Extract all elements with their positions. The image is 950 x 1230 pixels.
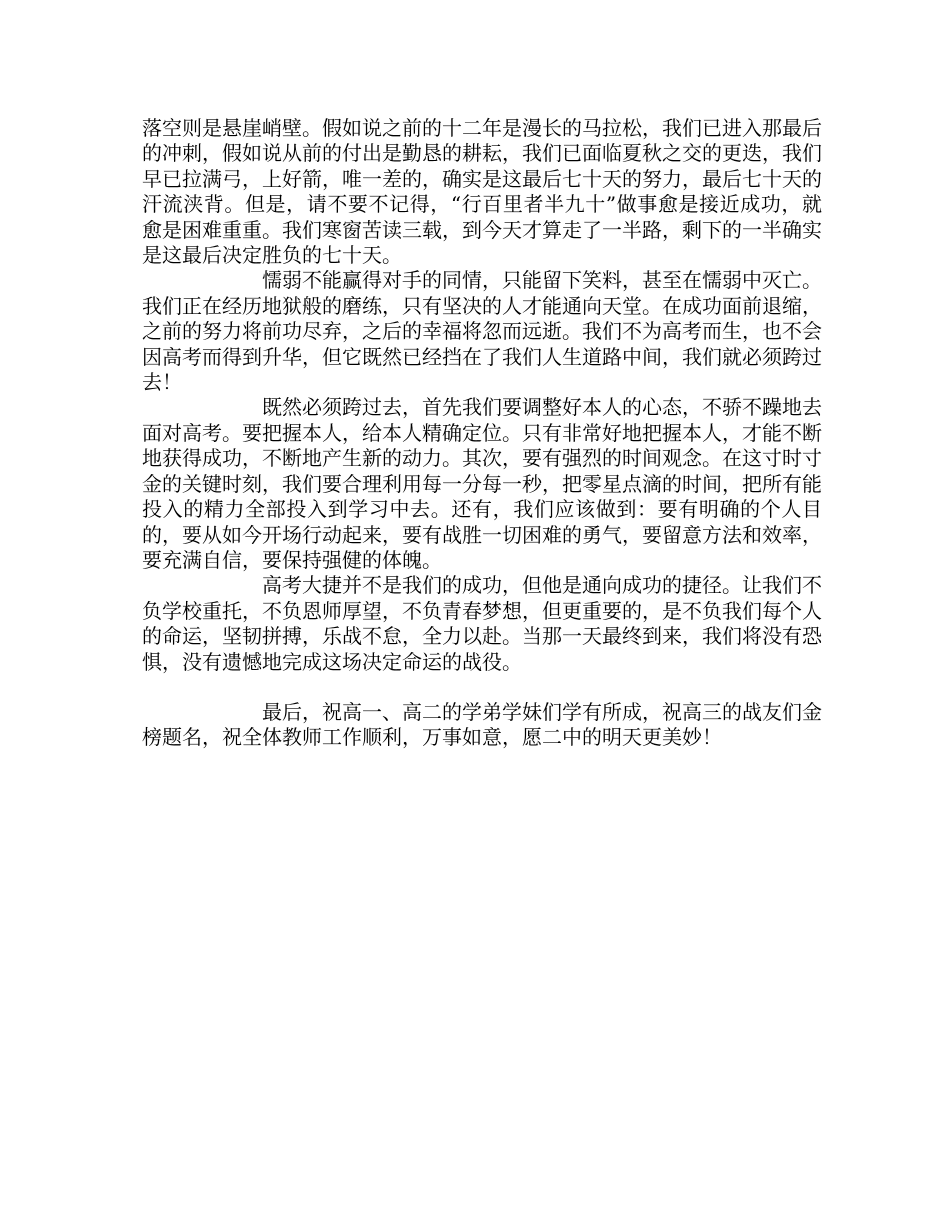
body-text: [142, 116, 822, 751]
paragraph-1: 落空则是悬崖峭壁。假如说之前的十二年是漫长的马拉松，我们已进入那最后的冲刺，假如说从前的付出是勤恳的耕耘，我们已面临夏秋之交的更迭，我们早已拉满弓，上好箭，唯一差的，确实是这最后七十天的努力，最后七十天的汗流浃背。但是，请不要不记得，“行百里者半九十”做事愈是接近成功，就愈是困难重重。我们寒窗苦读三载，到今天才算走了一半路，剩下的一半确实是这最后决定胜负的七十天。: [142, 116, 822, 268]
paragraph-4: 高考大捷并不是我们的成功，但他是通向成功的捷径。让我们不负学校重托，不负恩师厚望，不负青春梦想，但更重要的，是不负我们每个人的命运，坚韧拼搏，乐战不怠，全力以赴。当那一天最终到来，我们将没有恐惧，没有遗憾地完成这场决定命运的战役。: [142, 573, 822, 674]
paragraph-5: 最后，祝高一、高二的学弟学妹们学有所成，祝高三的战友们金榜题名，祝全体教师工作顺利，万事如意，愿二中的明天更美妙！: [142, 699, 822, 750]
paragraph-2: 懦弱不能赢得对手的同情，只能留下笑料，甚至在懦弱中灭亡。我们正在经历地狱般的磨练，只有坚决的人才能通向天堂。在成功面前退缩，之前的努力将前功尽弃，之后的幸福将忽而远逝。我们不为高考而生，也不会因高考而得到升华，但它既然已经挡在了我们人生道路中间，我们就必须跨过去！: [142, 268, 822, 395]
paragraph-3: 既然必须跨过去，首先我们要调整好本人的心态，不骄不躁地去面对高考。要把握本人，给本人精确定位。只有非常好地把握本人，才能不断地获得成功，不断地产生新的动力。其次，要有强烈的时间观念。在这寸时寸金的关键时刻，我们要合理利用每一分每一秒，把零星点滴的时间，把所有能投入的精力全部投入到学习中去。还有，我们应该做到：要有明确的个人目的，要从如今开场行动起来，要有战胜一切困难的勇气，要留意方法和效率，要充满自信，要保持强健的体魄。: [142, 395, 822, 572]
